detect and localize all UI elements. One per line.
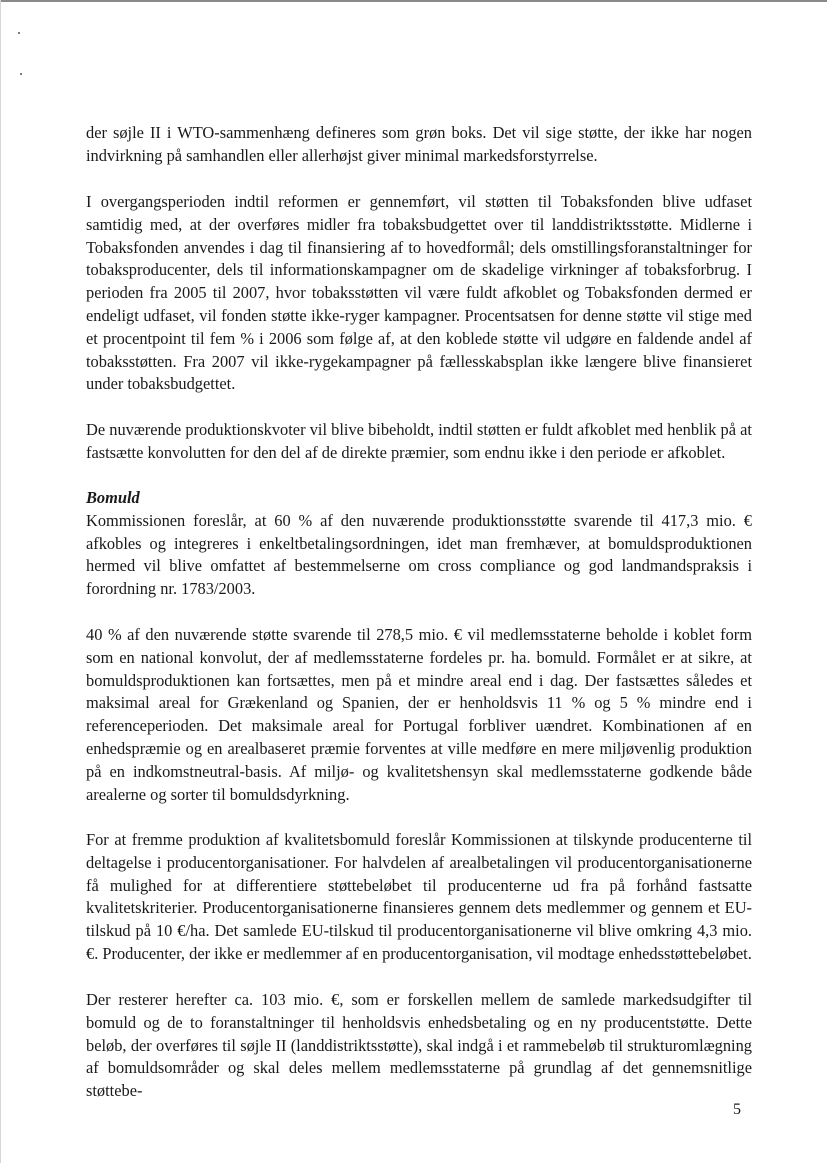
paragraph-sojle-ii: der søjle II i WTO-sammenhæng defineres som grøn boks. Det vil sige støtte, der ikke har nogen indvirkning på samhandlen eller allerhøjst giver minimal markedsforstyrrelse. <box>86 123 752 165</box>
paragraph-resterende-midler: Der resterer herefter ca. 103 mio. €, som er forskellen mellem de samlede markedsudgifter til bomuld og de to foranstaltninger til henholdsvis enhedsbetaling og en ny producentstøtte. Dette beløb, der overføres til søjle II (landdistriktsstøtte), skal indgå i et rammebeløb til strukturomlægning af bomuldsområder og skal deles mellem medlemsstaterne på grundlag af det gennemsnitlige støttebe- <box>86 990 752 1101</box>
scan-speck <box>20 73 22 75</box>
scan-speck <box>18 32 20 34</box>
page-number: 5 <box>733 1101 741 1118</box>
paragraph-produktionskvoter: De nuværende produktionskvoter vil blive bibeholdt, indtil støtten er fuldt afkoblet med henblik på at fastsætte konvolutten for den del af de direkte præmier, som endnu ikke i den periode er afkoblet. <box>86 420 752 462</box>
paragraph-afkobling: Kommissionen foreslår, at 60 % af den nuværende produktionsstøtte svarende til 417,3 mio. € afkobles og integreres i enkeltbetalingsordningen, idet man fremhæver, at bomuldsproduktionen hermed vil blive omfattet af bestemmelserne om cross compliance og god landmandspraksis i forordning nr. 1783/2003. <box>86 510 752 599</box>
section-heading-bomuld: Bomuld <box>86 488 140 507</box>
paragraph-national-konvolut: 40 % af den nuværende støtte svarende til 278,5 mio. € vil medlemsstaterne beholde i koblet form som en national konvolut, der af medlemsstaterne fordeles pr. ha. bomuld. Formålet er at sikre, at bomuldsproduktionen kan fortsættes, men på et mindre areal end i dag. Der fastsættes således et maksimal areal for Grækenland og Spanien, der er henholdsvis 11 % og 5 % mindre end i referenceperioden. Det maksimale areal for Portugal forbliver uændret. Kombinationen af en enhedspræmie og en arealbaseret præmie forventes at ville medføre en mere miljøvenlig produktion på en indkomstneutral-basis. Af miljø- og kvalitetshensyn skal medlemsstaterne godkende både arealerne og sorter til bomuldsdyrkning. <box>86 625 752 804</box>
scan-top-edge <box>0 0 827 2</box>
paragraph-tobaksfonden: I overgangsperioden indtil reformen er gennemført, vil støtten til Tobaksfonden blive udfaset samtidig med, at der overføres midler fra tobaksbudgettet over til landdistriktsstøtte. Midlerne i Tobaksfonden anvendes i dag til finansiering af to hovedformål; dels omstillingsforanstaltninger for tobaksproducenter, dels til informationskampagner om de skadelige virkninger af tobaksforbrug. I perioden fra 2005 til 2007, hvor tobaksstøtten vil være fuldt afkoblet og Tobaksfonden dermed er endeligt udfaset, vil fonden støtte ikke-ryger kampagner. Procentsatsen for denne støtte vil stige med et procentpoint til fem % i 2006 som følge af, at den koblede støtte vil udgøre en faldende andel af tobaksstøtten. Fra 2007 vil ikke-rygekampagner på fællesskabsplan ikke længere blive finansieret under tobaksbudgettet. <box>86 192 752 394</box>
paragraph-kvalitetsbomuld: For at fremme produktion af kvalitetsbomuld foreslår Kommissionen at tilskynde producenterne til deltagelse i producentorganisationer. For halvdelen af arealbetalingen vil producentorganisationerne få mulighed for at differentiere støttebeløbet til producenterne ud fra på forhånd fastsatte kvalitetskriterier. Producentorganisationerne finansieres gennem dets medlemmer og gennem et EU-tilskud på 10 €/ha. Det samlede EU-tilskud til producentorganisationerne vil blive omkring 4,3 mio. €. Producenter, der ikke er medlemmer af en producentorganisation, vil modtage enhedsstøttebeløbet. <box>86 830 752 963</box>
scan-left-edge <box>0 0 1 1163</box>
section-bomuld <box>86 487 752 601</box>
